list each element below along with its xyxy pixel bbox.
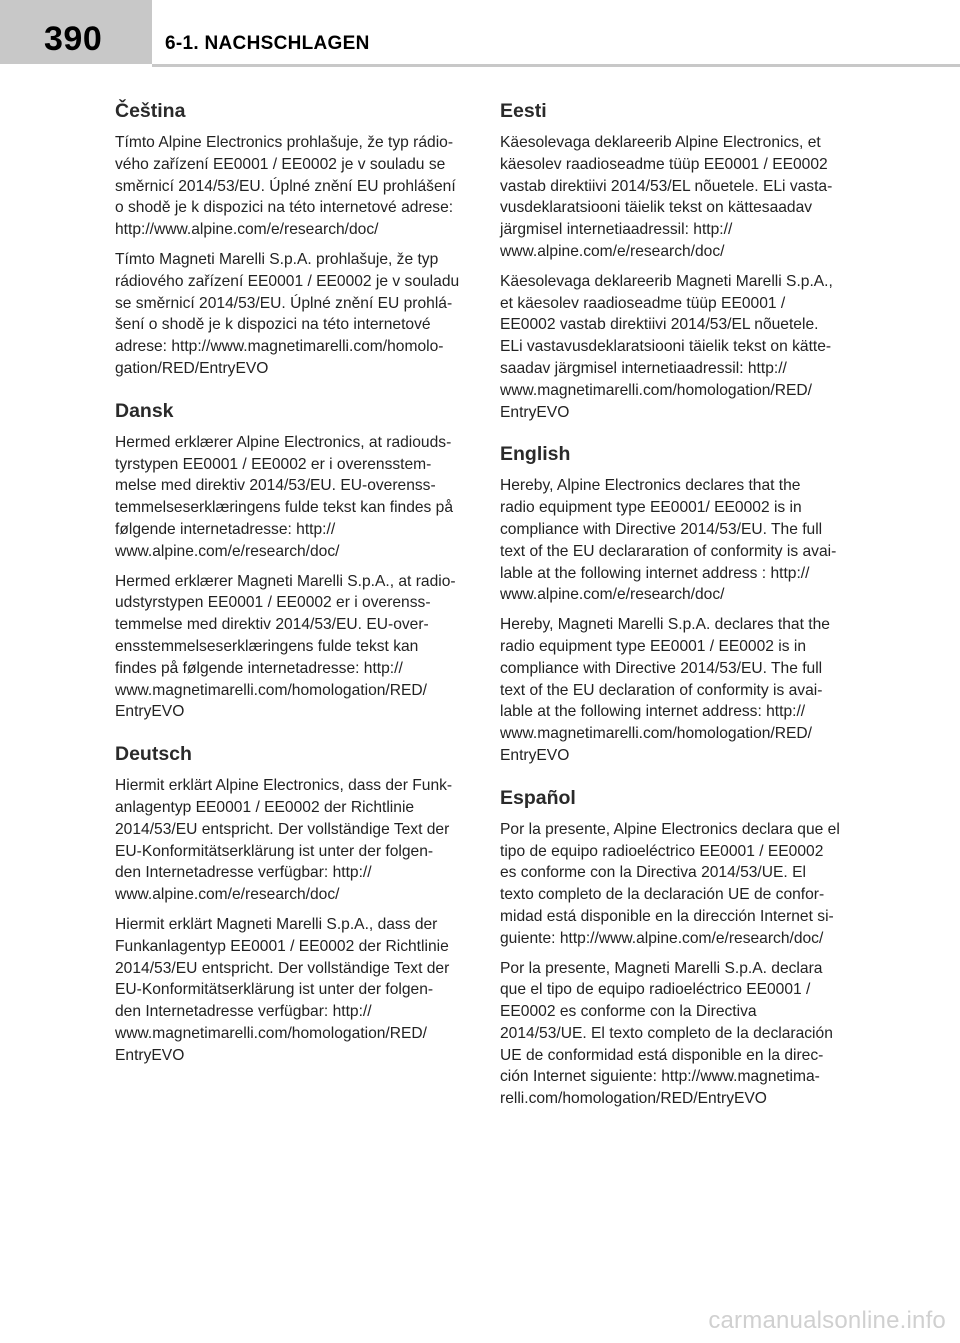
declaration-paragraph: Hermed erklærer Alpine Electronics, at radiouds- tyrstypen EE0001 / EE0002 er i overensstem- melse med direktiv 2014/53/EU. EU-overenss- temmelseserklæringens fulde tekst kan findes på følgende internetadresse: http:// www.alpine.com/e/research/doc/ [115, 433, 454, 560]
page-number-tab [0, 0, 152, 64]
lang-block-german [115, 741, 463, 1066]
lang-heading: Čeština [115, 100, 186, 122]
lang-block-danish [115, 398, 463, 723]
lang-heading: Dansk [115, 399, 174, 422]
section-title: 6-1. NACHSCHLAGEN [165, 33, 370, 54]
right-column [500, 98, 848, 1128]
declaration-paragraph: Tímto Magneti Marelli S.p.A. prohlašuje, že typ rádiového zařízení EE0001 / EE0002 je v souladu se směrnicí 2014/53/EU. Úplné znění EU prohlá- šení o shodě je k dispozici na této internetové adrese: http://www.magnetimarelli.com/homolo- gation/RED/EntryEVO [115, 250, 460, 377]
lang-block-spanish [500, 785, 848, 1110]
lang-block-czech [115, 98, 463, 380]
declaration-paragraph: Hiermit erklärt Alpine Electronics, dass der Funk- anlagentyp EE0001 / EE0002 der Richtlinie 2014/53/EU entspricht. Der vollständige Text der EU-Konformitätserklärung ist unter der folgen- den Internetadresse verfügbar: http:// www.alpine.com/e/research/doc/ [115, 777, 453, 904]
declaration-paragraph: Käesolevaga deklareerib Alpine Electronics, et käesolev raadioseadme tüüp EE0001 / EE0002 vastab direktiivi 2014/53/EL nõuetele. ELi vasta- vusdeklaratsiooni täielik tekst on kättesaadav järgmisel internetiaadressil: http:// www.alpine.com/e/research/doc/ [500, 134, 833, 260]
declaration-paragraph: Hereby, Alpine Electronics declares that the radio equipment type EE0001/ EE0002 is in compliance with Directive 2014/53/EU. The full text of the EU declararation of conformity is avai- lable at the following internet address : http:// www.alpine.com/e/research/doc/ [500, 477, 837, 604]
lang-heading: Eesti [500, 100, 547, 122]
lang-heading: Deutsch [115, 743, 192, 766]
declaration-paragraph: Hereby, Magneti Marelli S.p.A. declares that the radio equipment type EE0001 / EE0002 is in compliance with Directive 2014/53/EU. The full text of the EU declaration of conformity is avai- lable at the following internet address: http:// www.magnetimarelli.com/homologation/RED/ EntryEVO [500, 616, 830, 764]
watermark-text: carmanualsonline.info [708, 1307, 946, 1334]
page-header [0, 0, 960, 64]
left-column [115, 98, 463, 1084]
lang-block-estonian [500, 98, 848, 423]
page-number: 390 [44, 20, 103, 58]
declaration-paragraph: Por la presente, Magneti Marelli S.p.A. declara que el tipo de equipo radioeléctrico EE0001 / EE0002 es conforme con la Directiva 2014/53/UE. El texto completo de la declaración UE de conformidad está disponible en la direc- ción Internet siguiente: http://www.magnetima- relli.com/homologation/RED/EntryEVO [500, 959, 833, 1108]
declaration-paragraph: Hiermit erklärt Magneti Marelli S.p.A., dass der Funkanlagentyp EE0001 / EE0002 der Richtlinie 2014/53/EU entspricht. Der vollständige Text der EU-Konformitätserklärung ist unter der folgen- den Internetadresse verfügbar: http:// www.magnetimarelli.com/homologation/RED/ EntryEVO [115, 915, 450, 1064]
declaration-paragraph: Tímto Alpine Electronics prohlašuje, že typ rádio- vého zařízení EE0001 / EE0002 je v souladu se směrnicí 2014/53/EU. Úplné znění EU prohlášení o shodě je k dispozici na této internetové adrese: http://www.alpine.com/e/research/doc/ [115, 134, 456, 239]
declaration-paragraph: Por la presente, Alpine Electronics declara que el tipo de equipo radioeléctrico EE0001 / EE0002 es conforme con la Directiva 2014/53/UE. El texto completo de la declaración UE de confor- midad está disponible en la dirección Internet si- guiente: http://www.alpine.com/e/research/doc/ [500, 820, 840, 947]
lang-block-english [500, 441, 848, 766]
declaration-paragraph: Hermed erklærer Magneti Marelli S.p.A., at radio- udstyrstypen EE0001 / EE0002 er i overenss- temmelse med direktiv 2014/53/EU. EU-over- ensstemmelseserklæringens fulde tekst kan findes på følgende internetadresse: http:// www.magnetimarelli.com/homologation/RED/ EntryEVO [115, 572, 456, 721]
header-divider [152, 64, 960, 67]
lang-heading: English [500, 443, 571, 466]
declaration-paragraph: Käesolevaga deklareerib Magneti Marelli S.p.A., et käesolev raadioseadme tüüp EE0001 / EE0002 vastab direktiivi 2014/53/EL nõuetele. ELi vastavusdeklaratsiooni täielik tekst on kätte- saadav järgmisel internetiaadressil: http:// www.magnetimarelli.com/homologation/RED/ EntryEVO [500, 272, 833, 421]
lang-heading: Español [500, 786, 576, 809]
